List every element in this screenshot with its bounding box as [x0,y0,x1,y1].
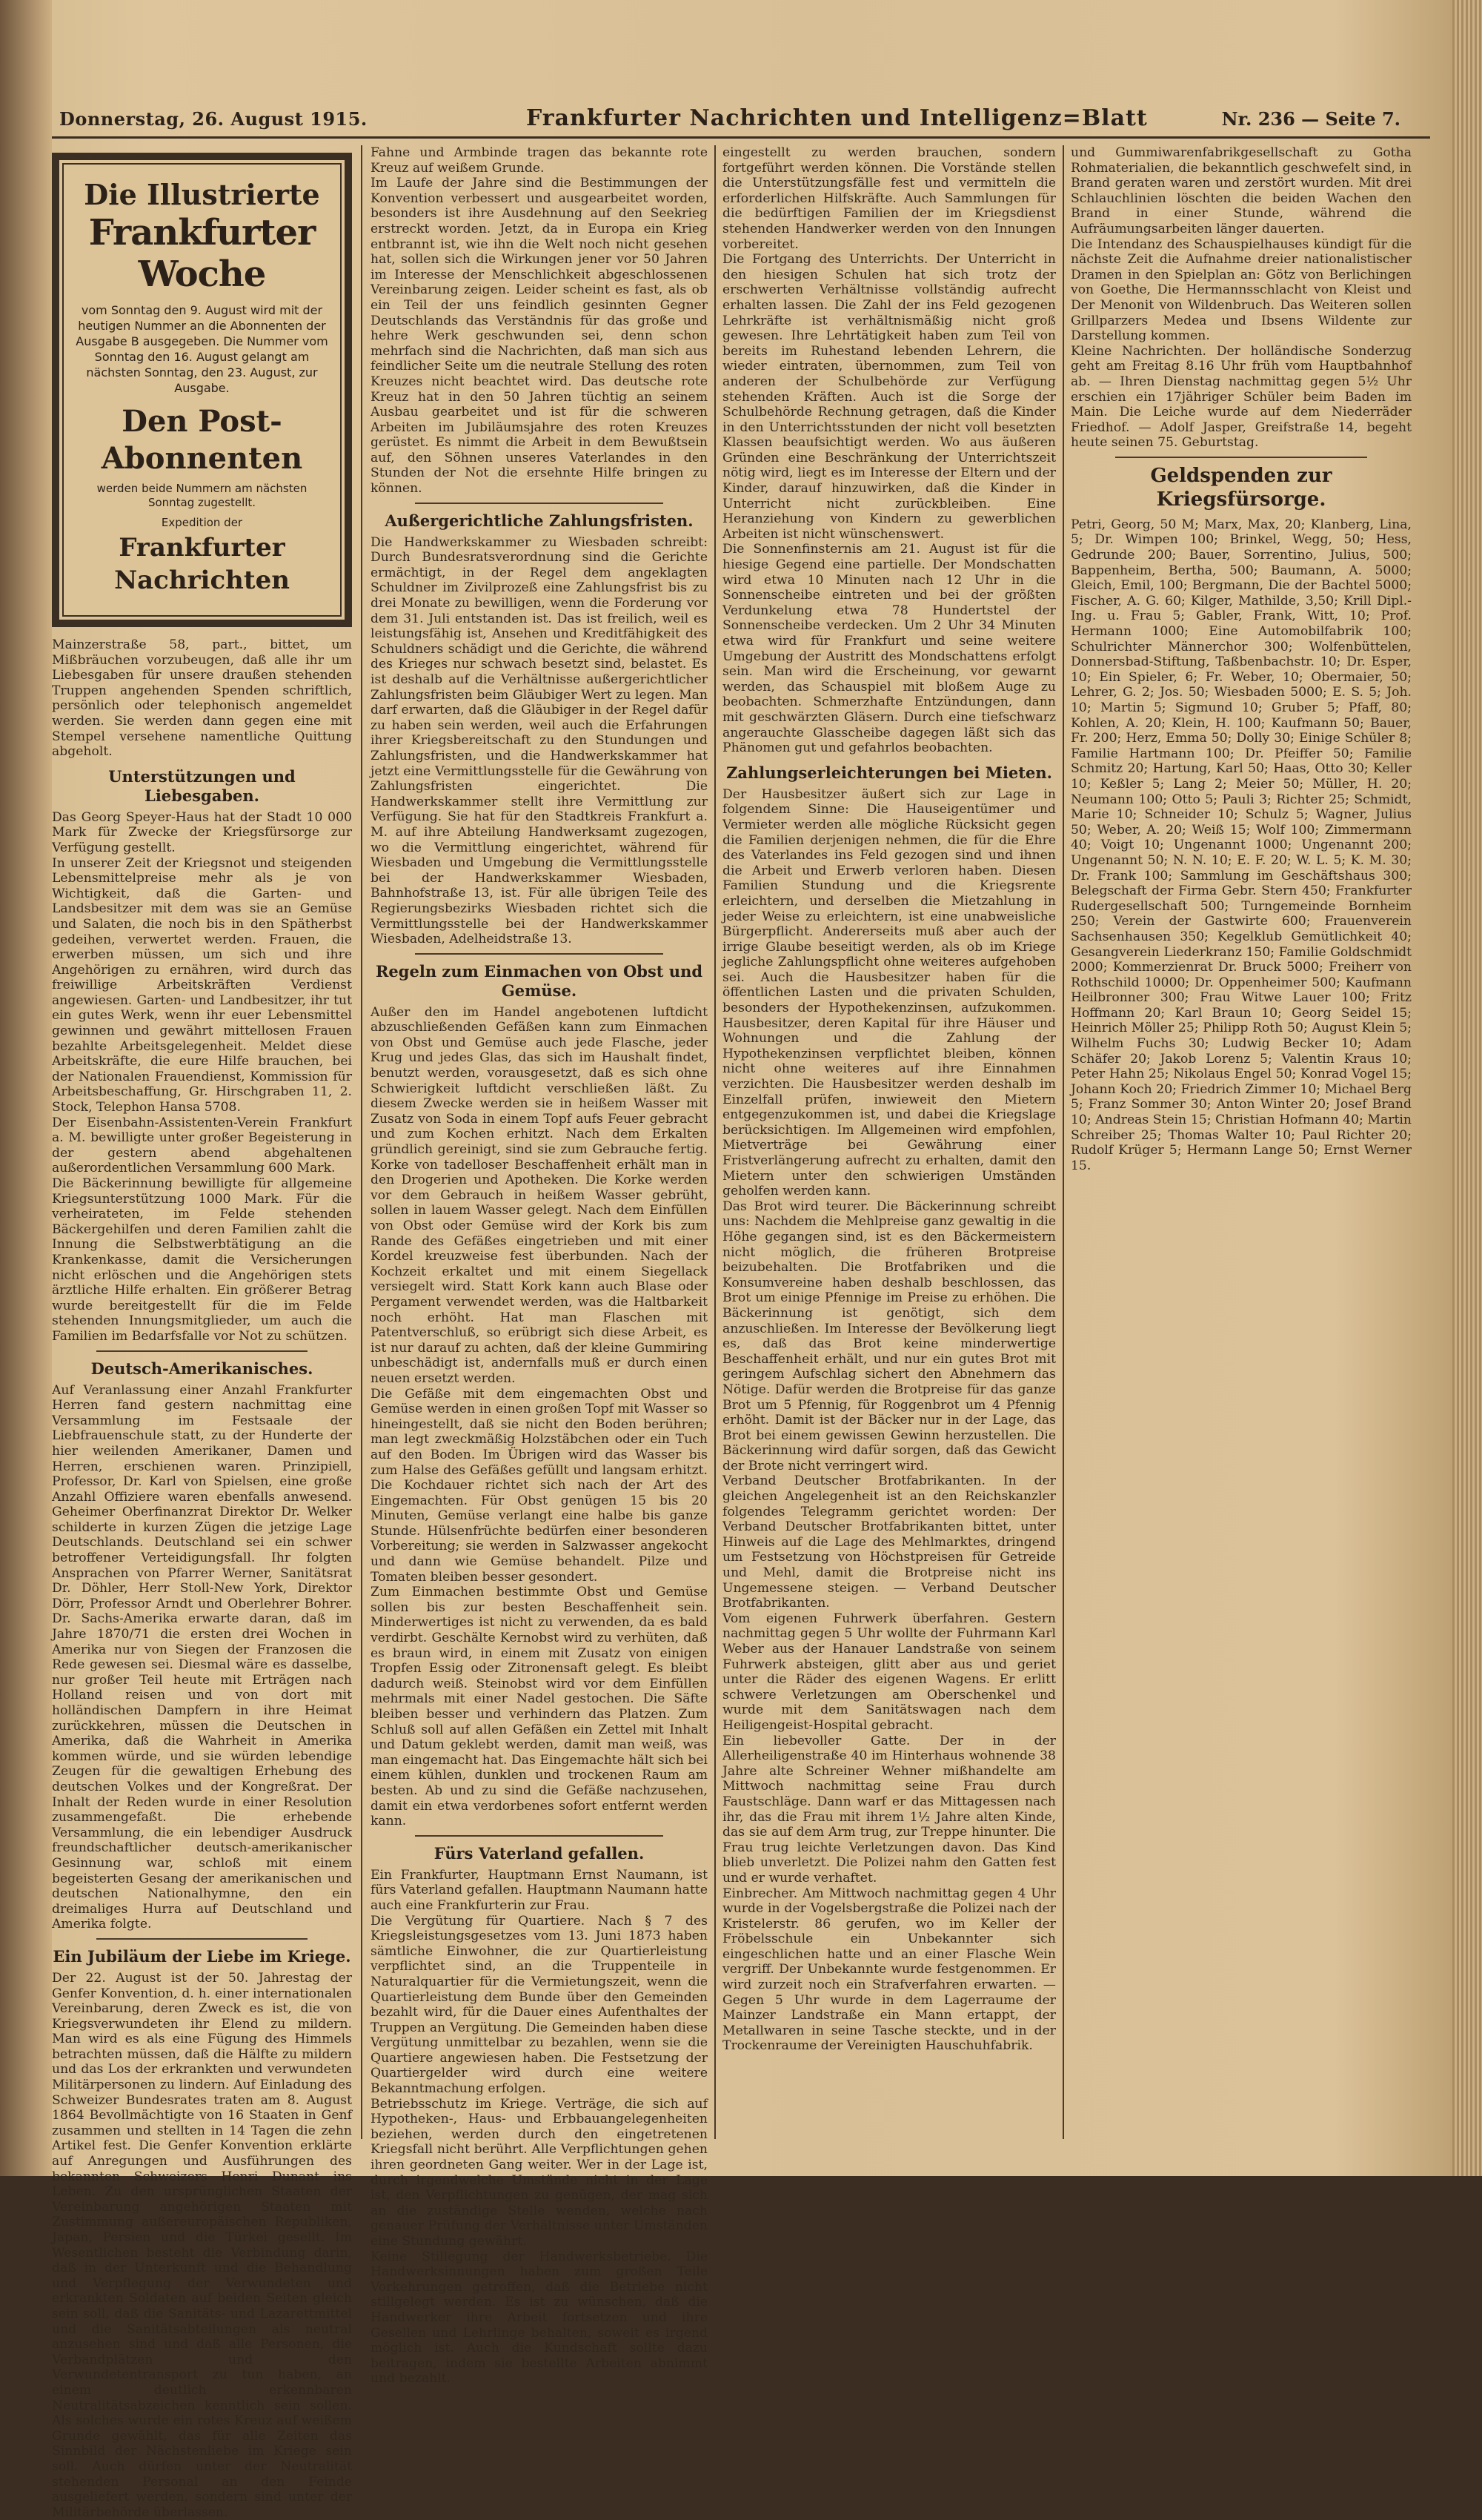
header-date: Donnerstag, 26. August 1915. [59,108,368,130]
article-paragraph: Einbrecher. Am Mittwoch nachmittag gegen 4 Uhr wurde in der Vogelsbergstraße die Polizei nach der Kristelerstr. 86 gerufen, wo im Keller der Fröbelsschule ein Unbekannter sich eingeschlichen hatte und an einer Flasche Wein vergriff. Der Unbekannte wurde festgenommen. Er wird zurzeit noch ein Strafverfahren erwarten. — Gegen 5 Uhr wurde in dem Lagerraume der Mainzer Landstraße ein Mann ertappt, der Metallwaren in seine Tasche steckte, und in der Trockenraume der Vereinigten Hauschuhfabrik. [722,1886,1056,2054]
column-rule [714,145,716,2139]
column-1 [52,145,352,2520]
article-paragraph: Keine Stillegung der Handwerksbetriebe. Die Handwerksinnungen haben zum großen Teile Vorkehrungen getroffen, daß die Betriebe nicht stillgelegt werden. Es ist zu wünschen, daß die Handwerker ihre Arbeit fortsetzen und ihre Gesellen und Lehrlinge behalten, soweit es irgend möglich ist. Auch die Kundschaft sollte dazu beitragen, indem sie bestellte Arbeiten abnimmt und bezahlt. [370,2249,708,2387]
section-divider [415,1835,663,1837]
article-heading: Regeln zum Einmachen von Obst und Gemüse. [375,961,703,1000]
ad-expedition: Expedition der [161,516,243,529]
ad-title-line2: Frankfurter Woche [88,212,316,295]
article-paragraph: Die Intendanz des Schauspielhauses kündigt für die nächste Zeit die Aufnahme dreier nationalistischer Dramen in den Spielplan an: Götz von Berlichingen von Goethe, Die Hermannsschlacht von Kleist und Der Menonit von Wildenbruch. Das Weiteren sollen Grillparzers Medea und Ibsens Wildente zur Darstellung kommen. [1071,236,1412,344]
article-paragraph: Der Hausbesitzer äußert sich zur Lage in folgendem Sinne: Die Hauseigentümer und Vermieter werden alle mögliche Rücksicht gegen die Familien derjenigen nehmen, die für die Ehre des Vaterlandes ins Feld gezogen sind und ihnen die Arbeit und Erwerb verloren haben. Diesen Familien Stundung und die Kriegsrente erleichtern, und derselben die Mietzahlung in jeder Weise zu erleichtern, ist eine unabweisliche Bürgerpflicht. Andererseits muß aber auch der irrige Glaube beseitigt werden, als ob im Kriege jegliche Zahlungspflicht ohne weiteres aufgehoben sei. Auch die Hausbesitzer haben für die öffentlichen Lasten und die privaten Schulden, besonders der Hypothekenzinsen, aufzukommen. Hausbesitzer, deren Kapital für ihre Häuser und Wohnungen und die Zahlung der Hypothekenzinsen verpflichtet bleiben, können nicht ohne weiteres auf ihre Einnahmen verzichten. Die Hausbesitzer werden deshalb im Einzelfall prüfen, inwieweit den Mietern entgegenzukommen ist, und dabei die Kriegslage berücksichtigen. Im Allgemeinen wird empfohlen, Mietverträge bei Gewährung einer Fristverlängerung aufrecht zu erhalten, damit den Mietern unter den schwierigen Umständen geholfen werden kann. [722,786,1056,1199]
page-header [52,102,1430,139]
book-spine [0,0,52,2176]
article-paragraph: Der 22. August ist der 50. Jahrestag der Genfer Konvention, d. h. einer internationalen Vereinbarung, deren Zweck es ist, die von Kriegsverwundeten ihr Elend zu mildern. Man wird es als eine Fügung des Himmels betrachten müssen, daß die Hälfte zu mildern und das Los der erkrankten und verwundeten Militärpersonen zu lindern. Auf Einladung des Schweizer Bundesrates traten am 8. August 1864 Bevollmächtigte von 16 Staaten in Genf zusammen und stellten in 14 Tagen die zehn Artikel fest. Die Genfer Konvention erklärte auf Anregungen und Ausführungen des bekannten Schweizers Henri Dunant ins Leben. Zu den ursprünglichen Staaten der Vereinbarung angehörigen Staaten mit Zustimmung außereuropäischen Republiken, Japan, Persien und die Türkei gesellt. Im Wesentlichen besteht die Verbindung darin, daß in der Unterkunft und die Behandlung und Verpflegung der Verwundeten und erkrankten Soldaten auf beiden Seiten gleich sein soll, daß die Sanitäts- und Lazarettmittel und die Sanitätsabteilungen als neutral anzusehen sind und daß alle Personen, die Verbandplätzen und den Verwundetentransport zu tun haben, an einem deutlich erkennbaren Neutralitätsabzeichen kenntlich sein sollen. Als solches wurde ein rotes Kreuz auf weißem Grunde gewählt, das für alle Zeiten das Sinnbild der Nächstenliebe im Kriege sein soll. Auch dürfen unter der Neutralität stehenden Personal an den Feinde ausgeliefert werden, sondern sind unter der Militärbehörde überlassen. [52,1970,352,2520]
section-divider [96,1938,308,1940]
article-paragraph: Im Laufe der Jahre sind die Bestimmungen der Konvention verbessert und ausgearbeitet worden, besonders ist ihre Ausdehnung auf den Seekrieg erstreckt worden. Jetzt, da in Europa ein Krieg entbrannt ist, wie ihn die Welt noch nicht gesehen hat, sollen sich die Wirkungen jener vor 50 Jahren im Interesse der Menschlichkeit abgeschlossenen Vereinbarung zeigen. Leider scheint es fast, als ob ein Teil der uns feindlich gesinnten Gegner Deutschlands das Verständnis für das große und hehre Werk geschwunden sei, denn schon mehrfach sind die Nachrichten, daß man sich aus feindlicher Seite um die neutrale Stellung des roten Kreuzes nicht beachtet wird. Das deutsche rote Kreuz hat in den 50 Jahren tüchtig an seinem Ausbau gearbeitet und ist für die schweren Arbeiten im Jubiläumsjahre des roten Kreuzes gerüstet. Es nimmt die Arbeit in dem Bewußtsein auf, den Söhnen unseres Vaterlandes in den Stunden der Not die ersehnte Hilfe bringen zu können. [370,176,708,497]
ad-highlight: Den Post-Abonnenten [101,404,303,476]
ad-text: vom Sonntag den 9. August wird mit der heutigen Nummer an die Abonnenten der Ausgabe B ausgegeben. Die Nummer vom Sonntag den 16. August gelangt am nächsten Sonntag, den 23. August, zur Ausgabe. [76,303,328,395]
article-paragraph: Kleine Nachrichten. Der holländische Sonderzug geht am Freitag 8.16 Uhr früh vom Hauptbahnhof ab. — Ihren Dienstag nachmittag gegen 5½ Uhr erschien ein 17jähriger Schüler beim Baden im Main. Die Leiche wurde auf dem Niederräder Friedhof. — Adolf Jasper, Greifstraße 14, begeht heute seinen 75. Geburtstag. [1071,343,1412,451]
article-paragraph: Verband Deutscher Brotfabrikanten. In der gleichen Angelegenheit ist an den Reichskanzler folgendes Telegramm gerichtet worden: Der Verband Deutscher Brotfabrikanten bittet, unter Hinweis auf die Lage des Mehlmarktes, dringend um Festsetzung von Höchstpreisen für Getreide und Mehl, damit die Brotpreise nicht ins Ungemessene steigen. — Verband Deutscher Brotfabrikanten. [722,1473,1056,1611]
article-paragraph: Die Gefäße mit dem eingemachten Obst und Gemüse werden in einen großen Topf mit Wasser so hineingestellt, daß sie nicht den Boden berühren; man legt zweckmäßig Holzstäbchen oder ein Tuch auf den Boden. Im Übrigen wird das Wasser bis zum Halse des Gefäßes gefüllt und langsam erhitzt. Die Kochdauer richtet sich nach der Art des Eingemachten. Für Obst genügen 15 bis 20 Minuten, Gemüse verlangt eine halbe bis ganze Stunde. Hülsenfrüchte bedürfen einer besonderen Vorbereitung; sie werden in Salzwasser angekocht und dann wie Gemüse behandelt. Pilze und Tomaten bleiben besser gesondert. [370,1386,708,1585]
article-paragraph: Der Eisenbahn-Assistenten-Verein Frankfurt a. M. bewilligte unter großer Begeisterung in der gestern abend abgehaltenen außerordentlichen Versammlung 600 Mark. [52,1115,352,1176]
article-heading: Unterstützungen und Liebesgaben. [108,766,296,805]
article-paragraph: Die Sonnenfinsternis am 21. August ist für die hiesige Gegend eine partielle. Der Mondschatten wird etwa 10 Minuten nach 12 Uhr in die Sonnenscheibe eintreten und bei der größten Verdunkelung etwa 78 Hundertstel der Sonnenscheibe verdecken. Um 2 Uhr 34 Minuten etwa wird für Frankfurt und seine weitere Umgebung der Austritt des Mondschattens erfolgt sein. Man wird die Erscheinung, vor gewarnt werden, das Schauspiel mit bloßem Auge zu beobachten. Schmerzhafte Entzündungen, dann mit geschwärzten Gläsern. Durch eine tiefschwarz angerauchte Glasscheibe dagegen läßt sich das Phänomen gut und gefahrlos beobachten. [722,542,1056,756]
article-paragraph: Das Georg Speyer-Haus hat der Stadt 10 000 Mark für Zwecke der Kriegsfürsorge zur Verfügung gestellt. [52,809,352,855]
donation-list: Petri, Georg, 50 M; Marx, Max, 20; Klanberg, Lina, 5; Dr. Wimpen 100; Brinkel, Wegg, 50; Hess, Gedrunde 200; Bauer, Sorrentino, Julius, 500; Bappenheim, Bertha, 500; Baumann, A. 5000; Gleich, Emil, 100; Bergmann, Die der Bachtel 5000; Fischer, A. G. 60; Kilger, Mathilde, 3,50; Krill Dipl.-Ing. u. Frau 5; Gabler, Frank, Witt, 10; Prof. Hermann 1000; Eine Automobilfabrik 100; Schulrichter Männerchor 300; Wolfenbüttelen, Donnersbad-Stiftung, Taßbenbachstr. 10; Dr. Esper, 10; Ein Spieler, 6; Fr. Weber, 10; Obermaier, 50; Lehrer, G. 2; Jos. 50; Wiesbaden 5000; E. S. 5; Joh. 10; Martin 5; Sigmund 10; Gruber 5; Pfaff, 80; Kohlen, A. 20; Klein, H. 100; Kaufmann 50; Bauer, Fr. 200; Herz, Emma 50; Dolly 30; Einige Schüler 8; Familie Hartmann 100; Dr. Pfeiffer 50; Familie Schmitz 20; Hartung, Karl 50; Haas, Otto 30; Keller 10; Keßler 5; Lang 2; Meier 50; Müller, H. 20; Neumann 100; Otto 5; Pauli 3; Richter 25; Schmidt, Marie 10; Schneider 10; Schulz 5; Wagner, Julius 50; Weber, A. 20; Weiß 15; Wolf 100; Zimmermann 40; Voigt 10; Ungenannt 1000; Ungenannt 200; Ungenannt 50; N. N. 10; E. F. 20; W. L. 5; K. M. 30; Dr. Frank 100; Sammlung im Geschäftshaus 300; Belegschaft der Firma Gebr. Stern 450; Frankfurter Rudergesellschaft 500; Turngemeinde Bornheim 250; Verein der Gastwirte 600; Frauenverein Sachsenhausen 350; Kegelklub Gemütlichkeit 40; Gesangverein Liederkranz 150; Familie Goldschmidt 2000; Kommerzienrat Dr. Bruck 5000; Freiherr von Rothschild 10000; Dr. Oppenheimer 500; Kaufmann Heilbronner 300; Frau Witwe Lauer 100; Fritz Hoffmann 20; Karl Braun 10; Georg Seidel 15; Heinrich Möller 25; Philipp Roth 50; August Klein 5; Wilhelm Fuchs 30; Ludwig Becker 10; Adam Schäfer 20; Jakob Lorenz 5; Valentin Kraus 10; Peter Hahn 25; Nikolaus Engel 50; Konrad Vogel 15; Johann Koch 20; Friedrich Zimmer 10; Michael Berg 5; Franz Sommer 30; Anton Winter 20; Josef Brand 10; Andreas Stein 15; Christian Hofmann 40; Martin Schreiber 25; Thomas Walter 10; Paul Richter 20; Rudolf Krüger 5; Hermann Lange 50; Ernst Werner 15. [1071,517,1412,1173]
section-divider [415,503,663,504]
article-heading: Ein Jubiläum der Liebe im Kriege. [53,1946,351,1966]
article-paragraph: Die Bäckerinnung bewilligte für allgemeine Kriegsunterstützung 1000 Mark. Für die verheirateten, im Felde stehenden Bäckergehilfen und deren Familien zahlt die Innung die Selbstwerbtätigung an die Krankenkasse, damit die Versicherungen nicht erlöschen und die Angehörigen stets ärztliche Hilfe erhalten. Ein größerer Betrag wurde bereitgestellt für die im Felde stehenden Innungsmitglieder, um auch die Familien im Bedarfsfalle vor Not zu schützen. [52,1176,352,1344]
column-3 [722,145,1056,2139]
article-heading: Geldspenden zur Kriegsfürsorge. [1150,464,1332,511]
section-divider [1115,457,1367,458]
article-paragraph: Vom eigenen Fuhrwerk überfahren. Gestern nachmittag gegen 5 Uhr wollte der Fuhrmann Karl Weber aus der Hanauer Landstraße von seinem Fuhrwerk absteigen, glitt aber aus und geriet unter die Räder des eigenen Wagens. Er erlitt schwere Verletzungen am Oberschenkel und wurde mit dem Sanitätswagen nach dem Heiligengeist-Hospital gebracht. [722,1611,1056,1733]
column-4 [1071,145,1412,2139]
ad-footer: Frankfurter Nachrichten [114,533,290,595]
article-paragraph: Die Handwerkskammer zu Wiesbaden schreibt: Durch Bundesratsverordnung sind die Gerichte ermächtigt, in der Regel dem angeklagten Schuldner im Zivilprozeß eine Zahlungsfrist bis zu drei Monate zu bewilligen, wenn die Forderung vor dem 31. Juli entstanden ist. Das ist freilich, weil es leistungsfähig ist, Ansehen und Kreditfähigkeit des Schuldners schädigt und die Gerichte, die während des Krieges nur schwach besetzt sind, belastet. Es ist deshalb auf die Verhältnisse außergerichtlicher Zahlungsfristen beim Gläubiger Wert zu legen. Man darf erwarten, daß die Gläubiger in der Regel dafür zu haben sein werden, weil auch die Erfahrungen ihrer Kriegsbereitschaft zu den Stundungen und Zahlungsfristen, und die Handwerkskammer hat jetzt eine Vermittlungsstelle für die Gewährung von Zahlungsfristen eingerichtet. Die Handwerkskammer stellt ihre Vermittlung zur Verfügung. Sie hat für den Stadtkreis Frankfurt a. M. auf ihre Abteilung Handwerksamt zugezogen, wo die Vermittlung eingerichtet, während für Wiesbaden und Umgebung die Vermittlungsstelle bei der Handwerkskammer Wiesbaden, Bahnhofstraße 13, ist. Für alle übrigen Teile des Regierungsbezirks Wiesbaden richtet sich die Vermittlungsstelle bei der Handwerkskammer Wiesbaden, Adelheidstraße 13. [370,534,708,947]
advertisement-box [52,153,352,627]
article-heading: Fürs Vaterland gefallen. [433,1843,645,1863]
article-heading: Zahlungserleichterungen bei Mieten. [726,763,1052,782]
section-divider [415,953,663,955]
article-paragraph: Mainzerstraße 58, part., bittet, um Mißbräuchen vorzubeugen, daß alle ihr um Liebesgaben für unsere draußen stehenden Truppen angehenden Spenden schriftlich, persönlich oder telephonisch angemeldet werden. Sie werden dann gegen eine mit Stempel versehene namentliche Quittung abgeholt. [52,637,352,760]
ad-note: werden beide Nummern am nächsten Sonntag zugestellt. [96,482,308,509]
article-paragraph: und Gummiwarenfabrikgesellschaft zu Gotha Rohmaterialien, die bekanntlich geschwefelt sind, in Brand geraten waren und zerstört wurden. Mit drei Schlauchlinien löschten die beiden Wachen den Brand in einer Stunde, während die Aufräumungsarbeiten länger dauerten. [1071,145,1412,236]
header-masthead: Frankfurter Nachrichten und Intelligenz=Blatt [526,105,1148,131]
article-heading: Deutsch-Amerikanisches. [90,1359,313,1378]
column-rule [1063,145,1064,2139]
article-paragraph: In unserer Zeit der Kriegsnot und steigenden Lebensmittelpreise mehr als je von Wichtigkeit, daß die Garten- und Landsbesitzer mit dem was sie an Gemüse und Salaten, die noch bis in den Spätherbst gedeihen, verwertet werden. Frauen, die erwerben müssen, um sich und ihre Angehörigen zu ernähren, wird durch das freiwillige Arbeitskräften Verdienst angewiesen. Garten- und Landbesitzer, ihr tut ein gutes Werk, wenn ihr euer Lebensmittel gewinnen und gewährt mittellosen Frauen bezahlte Arbeitsgelegenheit. Meldet diese Arbeitskräfte, die eure Hilfe brauchen, bei der Nationalen Frauendienst, Kommission für Arbeitsbeschaffung, Gr. Hirschgraben 11, 2. Stock, Telephon Hansa 5708. [52,855,352,1115]
article-paragraph: eingestellt zu werden brauchen, sondern fortgeführt werden können. Die Vorstände stellen die Unterstützungsfälle fest und vermitteln die erforderlichen Hilfskräfte. Auch Sammlungen für die bedürftigen Familien der im Kriegsdienst stehenden Handwerker werden von den Innungen vorbereitet. [722,145,1056,252]
article-heading: Außergerichtliche Zahlungsfristen. [385,511,694,530]
ad-title-line1: Die Illustrierte [84,178,320,211]
column-2 [370,145,708,2387]
column-rule [361,145,362,2139]
article-paragraph: Die Vergütung für Quartiere. Nach § 7 des Kriegsleistungsgesetzes vom 13. Juni 1873 haben sämtliche Einwohner, die zur Quartierleistung verpflichtet sind, an die Truppenteile in Naturalquartier für die Vermietungszeit, wenn die Quartierleistung dem Bunde über den Gemeinden bezahlt wird, für die Dauer eines Aufenthaltes der Truppen an Vergütung. Die Gemeinden haben diese Vergütung unmittelbar zu bezahlen, wenn sie die Quartiere angewiesen haben. Die Festsetzung der Quartiergelder wird durch eine weitere Bekanntmachung erfolgen. [370,1913,708,2097]
article-paragraph: Auf Veranlassung einer Anzahl Frankfurter Herren fand gestern nachmittag eine Versammlung im Festsaale der Liebfrauenschule statt, zu der Hunderte der hier weilenden Amerikaner, Damen und Herren, erschienen waren. Prinzipiell, Professor, Dr. Karl von Spielsen, eine große Anzahl Offiziere waren ebenfalls anwesend. Geheimer Oberfinanzrat Direktor Dr. Welker schilderte in kurzen Zügen die jetzige Lage Deutschlands. Deutschland sei ein schwer betroffener Verteidigungsfall. Ihr folgten Ansprachen von Pfarrer Werner, Sanitätsrat Dr. Döhler, Herr Stoll-New York, Direktor Dörr, Professor Arndt und Oberlehrer Bohrer. Dr. Sachs-Amerika erwarte daran, daß im Jahre 1870/71 die ersten drei Wochen in Amerika nur von Siegen der Franzosen die Rede gewesen sei. Diesmal wäre es dasselbe, nur großer Teil heute mit Erträgen nach Holland reisen und von dort mit holländischen Dampfern in ihre Heimat zurückkehren, müssen die Deutschen in Amerika, daß die Wahrheit in Amerika kommen würde, und sie würden lebendige Zeugen für die gewaltigen Erhebung des deutschen Volkes und der Kongreßrat. Der Inhalt der Reden wurde in einer Resolution zusammengefaßt. Die erhebende Versammlung, die ein lebendiger Ausdruck freundschaftlicher deutsch-amerikanischer Gesinnung war, schloß mit einem begeisterten Gesang der amerikanischen und deutschen Nationalhymne, den ein dreimaliges Hurra auf Deutschland und Amerika folgte. [52,1382,352,1932]
page-edges [1452,0,1482,2176]
article-paragraph: Betriebsschutz im Kriege. Verträge, die sich auf Hypotheken-, Haus- und Erbbauangelegenheiten beziehen, werden durch den eingetretenen Kriegsfall nicht berührt. Alle Verpflichtungen gehen ihren geordneten Gang weiter. Wer in der Lage ist, durch irgendwelche Umstände nicht in der Lage ist, den Verpflichtungen zu genügen, der mag sich an die zuständige Stelle wenden, welche nach genauer Prüfung der Verhältnisse unter Umständen eine Stundung gewährt. [370,2096,708,2249]
article-paragraph: Das Brot wird teurer. Die Bäckerinnung schreibt uns: Nachdem die Mehlpreise ganz gewaltig in die Höhe gegangen sind, ist es den Bäckermeistern nicht möglich, die früheren Brotpreise beizubehalten. Die Brotfabriken und die Konsumvereine haben deshalb beschlossen, das Brot um einige Pfennige im Preise zu erhöhen. Die Bäckerinnung ist genötigt, sich dem anzuschließen. Im Interesse der Bevölkerung liegt es, daß das Brot keine minderwertige Beschaffenheit erhält, und nur ein gutes Brot mit geringem Aufschlag sichert den Abnehmern das Nötige. Dafür werden die Brotpreise für das ganze Brot um 5 Pfennig, für Roggenbrot um 4 Pfennig erhöht. Damit ist der Bäcker nur in der Lage, das Brot bei einem gewissen Gewinn herzustellen. Die Bäckerinnung wird dafür sorgen, daß das Gewicht der Brote nicht verringert wird. [722,1198,1056,1473]
article-paragraph: Ein Frankfurter, Hauptmann Ernst Naumann, ist fürs Vaterland gefallen. Hauptmann Naumann hatte auch eine Frankfurterin zur Frau. [370,1867,708,1913]
header-page-number: Nr. 236 — Seite 7. [1221,108,1400,130]
section-divider [96,1350,308,1352]
article-paragraph: Ein liebevoller Gatte. Der in der Allerheiligenstraße 40 im Hinterhaus wohnende 38 Jahre alte Schreiner Wehner mißhandelte am Mittwoch nachmittag seine Frau durch Faustschläge. Dann warf er das Mittagessen nach ihr, das die Frau mit ihrem 1½ Jahre alten Kinde, das sie auf dem Arm trug, zur Treppe hinunter. Die Frau trug leichte Verletzungen davon. Das Kind blieb unverletzt. Die Polizei nahm den Gatten fest und er wurde verhaftet. [722,1733,1056,1886]
article-paragraph: Fahne und Armbinde tragen das bekannte rote Kreuz auf weißem Grunde. [370,145,708,176]
article-paragraph: Die Fortgang des Unterrichts. Der Unterricht in den hiesigen Schulen hat sich trotz der erschwerten Verhältnisse vollständig aufrecht erhalten lassen. Die Zahl der ins Feld gezogenen Lehrkräfte ist verhältnismäßig nicht groß gewesen. Ihre Lehrtätigkeit haben zum Teil von bereits im Ruhestand lebenden Lehrern, die wieder eintraten, übernommen, zum Teil von anderen der Schulbehörde zur Verfügung stehenden Kräften. Auch ist die Sorge der Schulbehörde Rechnung getragen, daß die Kinder in den Unterrichtsstunden der nicht voll besetzten Klassen beaufsichtigt werden. Wo aus äußeren Gründen eine Beschränkung der Unterrichtszeit nötig wird, liegt es im Interesse der Eltern und der Kinder, darauf hinzuwirken, daß die Kinder in Unterricht nicht zurückbleiben. Eine Heranziehung von Kindern zu gewerblichen Arbeiten ist nicht wünschenswert. [722,252,1056,542]
article-paragraph: Zum Einmachen bestimmte Obst und Gemüse sollen bis zur besten Beschaffenheit sein. Minderwertiges ist nicht zu verwenden, da es bald verdirbt. Geschälte Kernobst wird zu verhüten, daß es braun wird, in einem mit Zusatz von einigen Tropfen Essig oder Zitronensaft gelegt. Es bleibt dadurch weiß. Steinobst wird vor dem Einfüllen mehrmals mit einer Nadel gestochen. Die Säfte bleiben besser und verhindern das Platzen. Zum Schluß soll auf allen Gefäßen ein Zettel mit Inhalt und Datum geklebt werden, damit man weiß, was man eingemacht hat. Das Eingemachte hält sich bei einem kühlen, dunklen und trockenen Raum am besten. Ab und zu sind die Gefäße nachzusehen, damit ein etwa verdorbenes sofort entfernt werden kann. [370,1585,708,1829]
article-paragraph: Außer den im Handel angebotenen luftdicht abzuschließenden Gefäßen kann zum Einmachen von Obst und Gemüse auch jede Flasche, jeder Krug und jedes Glas, das sich im Haushalt findet, benutzt werden, vorausgesetzt, daß es sich ohne Schwierigkeit luftdicht verschließen läßt. Zu diesem Zwecke werden sie in heißem Wasser mit Zusatz von Soda in einem Topf aufs Feuer gebracht und zum Kochen erhitzt. Nach dem Erkalten gründlich gereinigt, sind sie zum Gebrauche fertig. Korke von tadelloser Beschaffenheit erhält man in den Drogerien und Apotheken. Die Korke werden vor dem Gebrauch in heißem Wasser gebrüht, sollen in lauem Wasser gelegt. Nach dem Einfüllen von Obst oder Gemüse wird der Kork bis zum Rande des Gefäßes eingetrieben und mit einer Kordel kreuzweise fest überbunden. Nach der Kochzeit erkaltet und mit einem Siegellack versiegelt wird. Statt Kork kann auch Blase oder Pergament verwendet werden, was die Haltbarkeit noch erhöht. Hat man Flaschen mit Patentverschluß, so erübrigt sich diese Arbeit, es ist nur darauf zu achten, daß der kleine Gummiring unbeschädigt ist, andernfalls muß er durch einen neuen ersetzt werden. [370,1004,708,1386]
